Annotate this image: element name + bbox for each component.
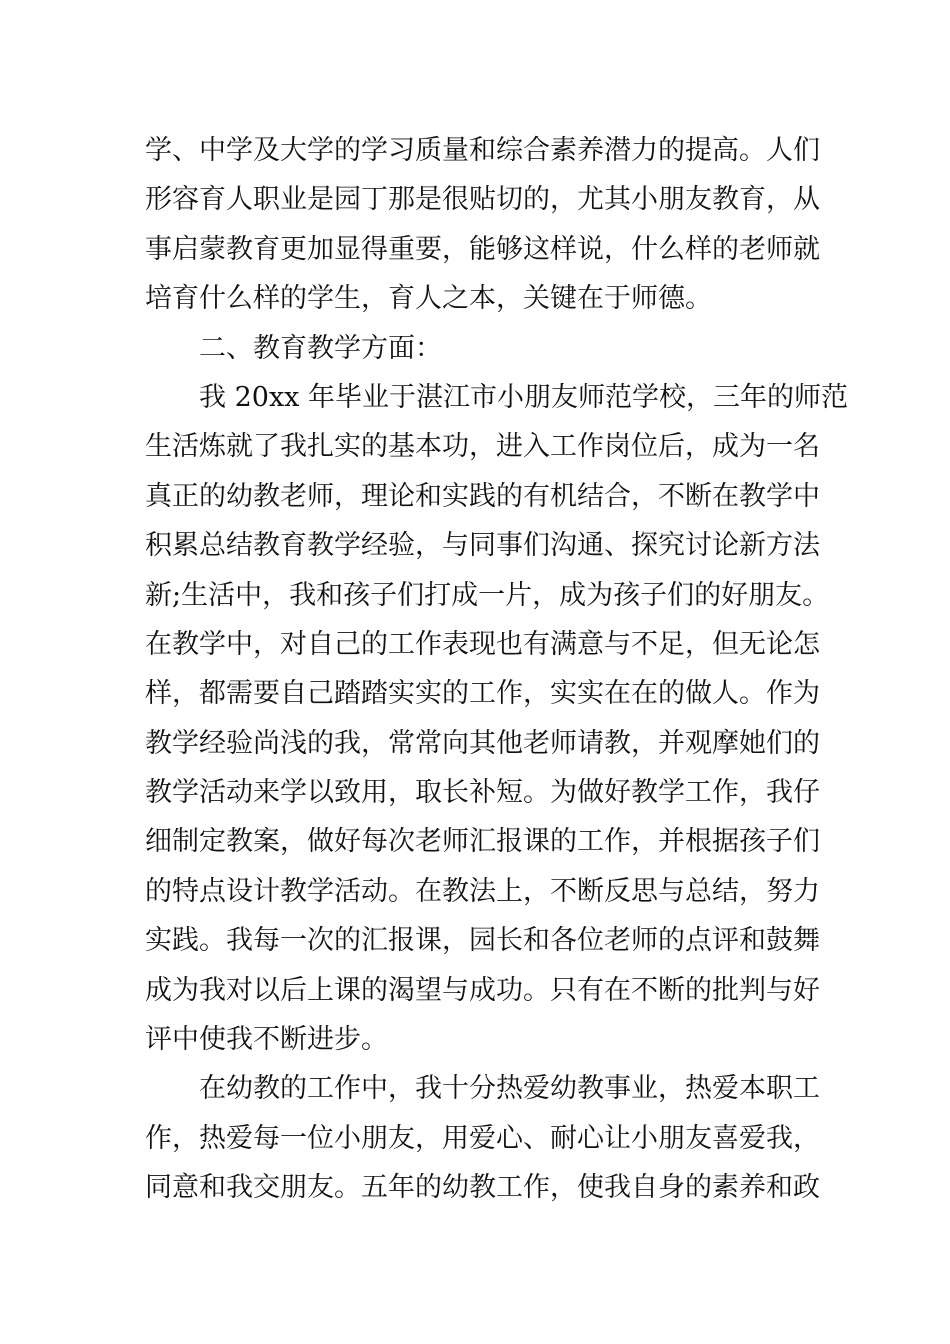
text-line: 学、中学及大学的学习质量和综合素养潜力的提高。人们	[145, 135, 820, 166]
text-line: 事启蒙教育更加显得重要，能够这样说，什么样的老师就	[145, 233, 820, 265]
body-text	[145, 126, 848, 1213]
text-line: 的特点设计教学活动。在教法上，不断反思与总结，努力	[145, 875, 820, 907]
text-line: 评中使我不断进步。	[145, 1024, 388, 1056]
text-line: 积累总结教育教学经验，与同事们沟通、探究讨论新方法	[145, 530, 820, 562]
section-heading: 二、教育教学方面：	[199, 332, 442, 364]
text-line: 样，都需要自己踏踏实实的工作，实实在在的做人。作为	[145, 678, 820, 710]
text-line: 真正的幼教老师，理论和实践的有机结合，不断在教学中	[145, 480, 820, 512]
text-line: 作，热爱每一位小朋友，用爱心、耐心让小朋友喜爱我，	[145, 1122, 820, 1154]
text-line: 在教学中，对自己的工作表现也有满意与不足，但无论怎	[145, 628, 820, 660]
text-line: 教学活动来学以致用，取长补短。为做好教学工作，我仔	[145, 777, 820, 809]
text-line: 成为我对以后上课的渴望与成功。只有在不断的批判与好	[145, 974, 820, 1006]
text-line: 生活炼就了我扎实的基本功，进入工作岗位后，成为一名	[145, 431, 820, 463]
text-line: 实践。我每一次的汇报课，园长和各位老师的点评和鼓舞	[145, 925, 820, 957]
text-line: 形容育人职业是园丁那是很贴切的，尤其小朋友教育，从	[145, 184, 820, 216]
text-line: 教学经验尚浅的我，常常向其他老师请教，并观摩她们的	[145, 727, 820, 759]
text-line: 在幼教的工作中，我十分热爱幼教事业，热爱本职工	[199, 1073, 820, 1105]
text-line: 细制定教案，做好每次老师汇报课的工作，并根据孩子们	[145, 826, 820, 858]
text-line: 我 20xx 年毕业于湛江市小朋友师范学校，三年的师范	[199, 381, 848, 413]
text-line: 同意和我交朋友。五年的幼教工作，使我自身的素养和政	[145, 1172, 820, 1204]
text-line: 新;生活中，我和孩子们打成一片，成为孩子们的好朋友。	[145, 579, 830, 611]
text-line: 培育什么样的学生，育人之本，关键在于师德。	[145, 283, 712, 315]
